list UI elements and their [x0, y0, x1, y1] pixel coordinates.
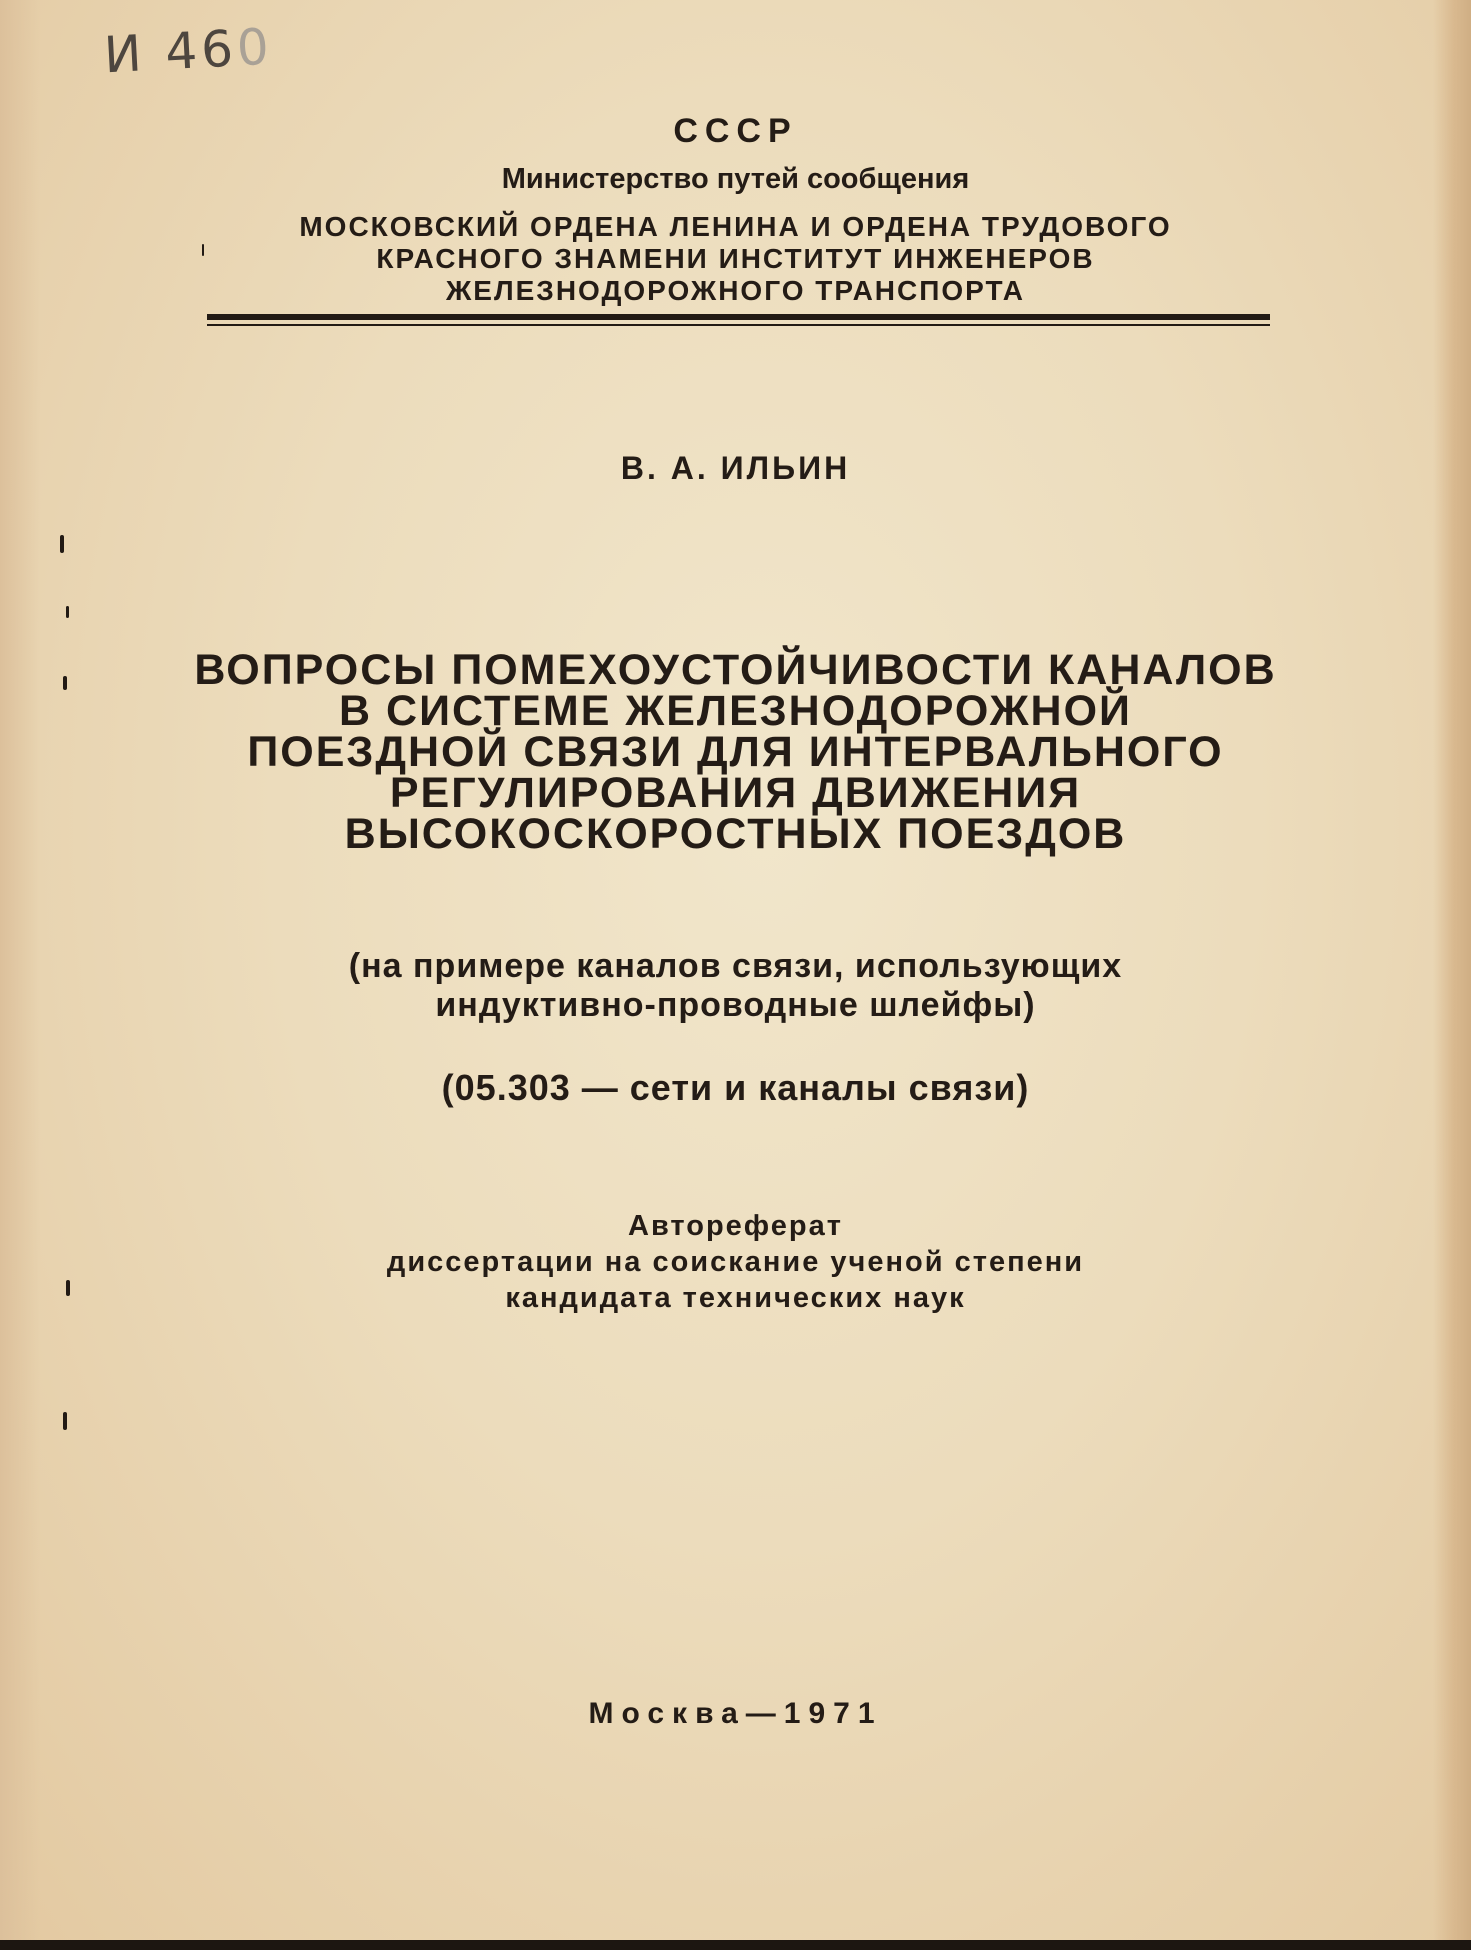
subtitle-line-2: индуктивно-проводные шлейфы): [435, 986, 1036, 1024]
dissertation-title: [0, 646, 1471, 858]
specialty-code: (05.303 — сети и каналы связи): [441, 1067, 1030, 1108]
binding-hole-mark: [63, 1412, 67, 1430]
subtitle-line-1: (на примере каналов связи, использующих: [348, 947, 1123, 985]
ink-speck-mark: [202, 244, 204, 256]
institute-line-3: ЖЕЛЕЗНОДОРОЖНОГО ТРАНСПОРТА: [445, 275, 1026, 306]
handwritten-shelf-mark-text: И 46: [102, 19, 239, 85]
binding-hole-mark: [66, 1280, 70, 1296]
title-line-5: ВЫСОКОСКОРОСТНЫХ ПОЕЗДОВ: [344, 810, 1127, 858]
place-and-year: Москва—1971: [588, 1697, 883, 1730]
binding-hole-mark: [60, 535, 64, 553]
ministry-heading: Министерство путей сообщения: [501, 163, 970, 195]
title-line-4: РЕГУЛИРОВАНИЯ ДВИЖЕНИЯ: [389, 769, 1082, 817]
abstract-line-1: диссертации на соискание ученой степени: [386, 1246, 1085, 1278]
scan-bottom-edge: [0, 1940, 1471, 1950]
handwritten-shelf-mark-faint: 0: [235, 17, 275, 78]
institute-line-2: КРАСНОГО ЗНАМЕНИ ИНСТИТУТ ИНЖЕНЕРОВ: [376, 243, 1095, 274]
country-heading: СССР: [673, 112, 798, 150]
abstract-type: Автореферат: [628, 1210, 843, 1242]
header-rule-thin: [207, 324, 1270, 326]
title-line-3: ПОЕЗДНОЙ СВЯЗИ ДЛЯ ИНТЕРВАЛЬНОГО: [247, 728, 1224, 776]
abstract-block: [0, 1208, 1471, 1316]
institute-name: [0, 211, 1471, 307]
title-line-1: ВОПРОСЫ ПОМЕХОУСТОЙЧИВОСТИ КАНАЛОВ: [194, 646, 1277, 694]
handwritten-shelf-mark: [103, 18, 275, 85]
title-subtitle: [0, 947, 1471, 1025]
header-rule-thick: [207, 314, 1270, 320]
abstract-line-2: кандидата технических наук: [505, 1282, 966, 1314]
binding-hole-mark: [66, 606, 69, 618]
author-name: В. А. ИЛЬИН: [620, 450, 851, 486]
institute-line-1: МОСКОВСКИЙ ОРДЕНА ЛЕНИНА И ОРДЕНА ТРУДОВОГО: [299, 211, 1172, 242]
binding-hole-mark: [63, 676, 67, 690]
title-line-2: В СИСТЕМЕ ЖЕЛЕЗНОДОРОЖНОЙ: [339, 687, 1132, 735]
